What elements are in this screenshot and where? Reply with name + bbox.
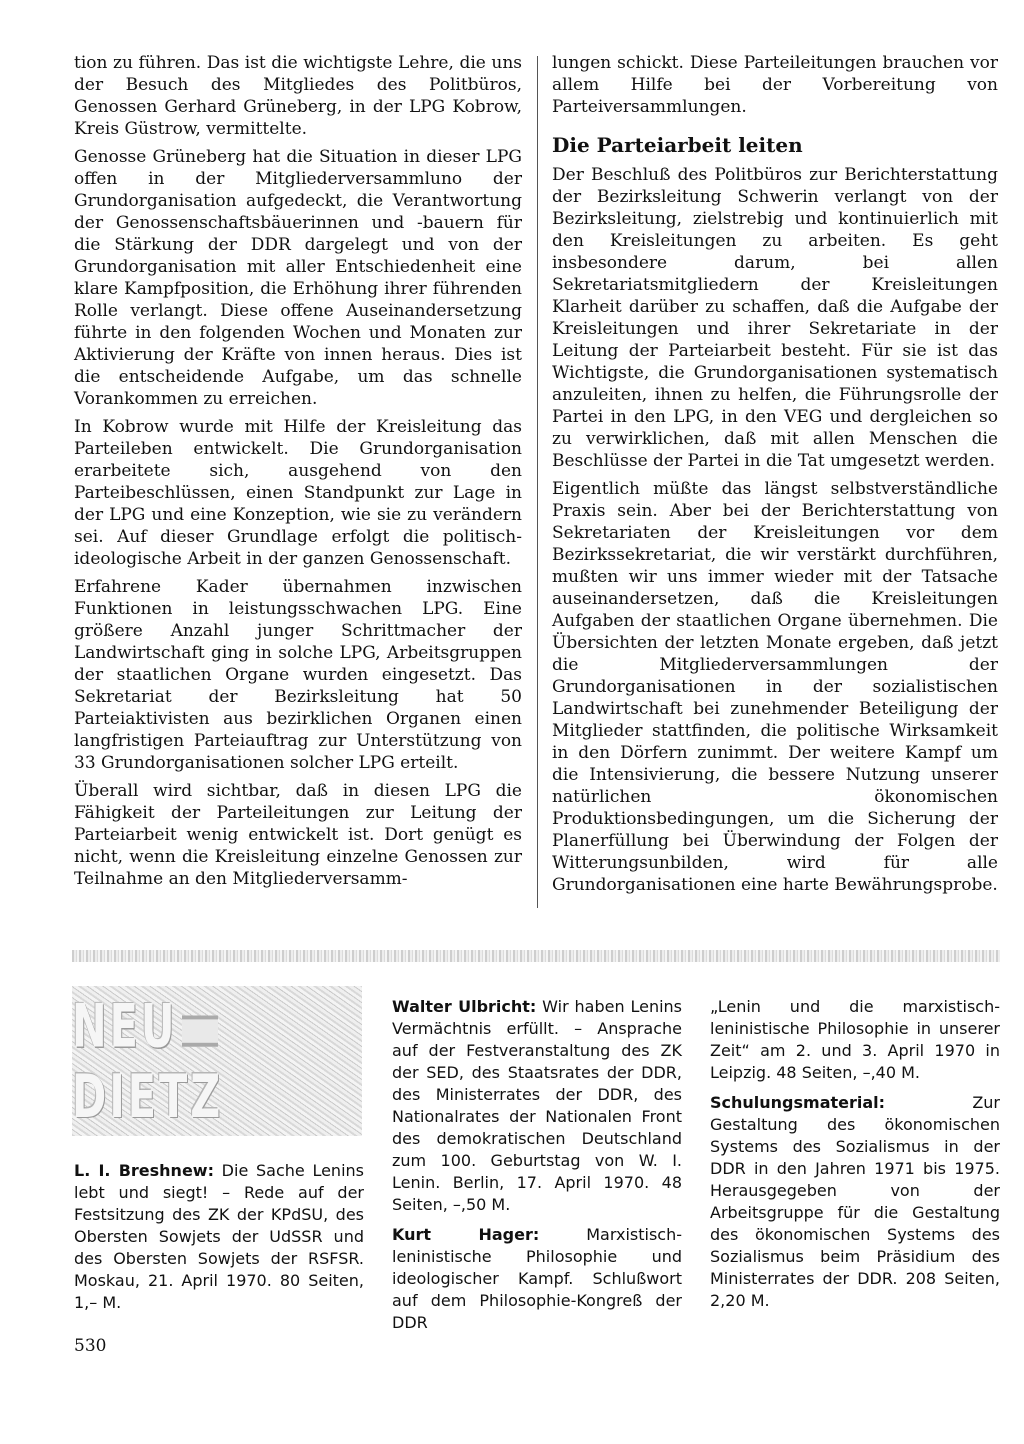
paragraph: Eigentlich müßte das längst selbstverständliche Praxis sein. Aber bei der Berichterstattung von Sekretariaten der Kreisleitungen vor dem Bezirkssekretariat, die wir verstärkt durchführen, mußten wir uns immer wieder mit der Tatsache auseinandersetzen, daß die Kreisleitungen Aufgaben der staatlichen Organe übernehmen. Die Übersichten der letzten Monate ergeben, daß jetzt die Mitgliederversammlungen der Grundorganisationen in der sozialistischen Landwirtschaft bei zunehmender Beteiligung der Mitglieder stattfinden, die politische Wirksamkeit in den Dörfern zunimmt. Der weitere Kampf um die Intensivierung, die bessere Nutzung unserer natürlichen ökonomischen Produktionsbedingungen, um die Sicherung der Planerfüllung bei Überwindung der Folgen der Witterungsunbilden, wird für alle Grundorganisationen eine harte Bewährungsprobe. [552,479,998,895]
book-entry [710,1092,1000,1312]
column-divider [537,56,538,908]
logo-text [72,991,362,1131]
logo-separator [182,1015,218,1046]
logo-word-dietz: DIETZ [72,1061,224,1132]
page-number: 530 [74,1336,107,1356]
book-description: Wir haben Lenins Vermächtnis erfüllt. – Ansprache auf der Festveranstaltung des ZK der SED, des Staatsrates der DDR, des Ministerrates der DDR, des Nationalrates der Nationalen Front des demokratischen Deutschland zum 100. Geburtstag von W. I. Lenin. Berlin, 17. April 1970. 48 Seiten, –,50 M. [392,997,683,1214]
book-description: Zur Gestaltung des ökonomischen Systems des Sozialismus in der DDR in den Jahren 1971 bis 1975. Herausgegeben von der Arbeitsgruppe für die Gestaltung des ökonomischen Systems des Sozialismus beim Präsidium des Ministerrates der DDR. 208 Seiten, 2,20 M. [710,1093,1000,1310]
book-list-right [710,996,1000,1320]
paragraph: Genosse Grüneberg hat die Situation in dieser LPG offen in der Mitgliederversammluno der Grundorganisation aufgedeckt, die Verantwortung der Genossenschaftsbäuerinnen und -bauern für die Stärkung der DDR dargelegt und von der Grundorganisation mit aller Entschiedenheit eine klare Kampfposition, die Erhöhung ihrer führenden Rolle verlangt. Diese offene Auseinandersetzung führte in den folgenden Wochen und Monaten zur Aktivierung der Kräfte von innen heraus. Dies ist die entscheidende Aufgabe, um das schnelle Vorankommen zu erreichen. [74,147,522,409]
book-entry [392,996,682,1216]
book-description: „Lenin und die marxistisch-leninistische Philosophie in unserer Zeit“ am 2. und 3. April 1970 in Leipzig. 48 Seiten, –,40 M. [710,997,1000,1082]
book-author: L. I. Breshnew: [74,1161,214,1180]
book-author: Kurt Hager: [392,1225,540,1244]
book-author: Walter Ulbricht: [392,997,537,1016]
book-list-middle [392,996,682,1342]
book-entry [392,1224,682,1334]
book-entry [74,1160,364,1314]
paragraph: Überall wird sichtbar, daß in diesen LPG die Fähigkeit der Parteileitungen zur Leitung der Parteiarbeit wenig entwickelt ist. Dort genügt es nicht, wenn die Kreisleitung einzelne Genossen zur Teilnahme an den Mitgliederversamm- [74,781,522,889]
logo-word-neu: NEU [72,990,178,1061]
right-text-column [552,52,998,902]
section-heading: Die Parteiarbeit leiten [552,133,803,157]
paragraph: In Kobrow wurde mit Hilfe der Kreisleitung das Parteileben entwickelt. Die Grundorganisation erarbeitete sich, ausgehend von den Parteibeschlüssen, einen Standpunkt zur Lage in der LPG und eine Konzeption, wie sie zu verändern sei. Auf dieser Grundlage erfolgt die politisch-ideologische Arbeit in der ganzen Genossenschaft. [74,417,522,569]
paragraph: tion zu führen. Das ist die wichtigste Lehre, die uns der Besuch des Mitgliedes des Politbüros, Genossen Gerhard Grüneberg, in der LPG Kobrow, Kreis Güstrow, vermittelte. [74,53,522,139]
book-list-left [74,1160,364,1322]
book-author: Schulungsmaterial: [710,1093,886,1112]
left-text-column [74,52,522,896]
publisher-logo [72,986,362,1136]
paragraph: Erfahrene Kader übernahmen inzwischen Funktionen in leistungsschwachen LPG. Eine größere Anzahl junger Schrittmacher der Landwirtschaft ging in solche LPG, Arbeitsgruppen der staatlichen Organe wurden eingesetzt. Das Sekretariat der Bezirksleitung hat 50 Parteiaktivisten aus bezirklichen Organen einen langfristigen Parteiauftrag zur Unterstützung von 33 Grundorganisationen solcher LPG erteilt. [74,577,522,773]
book-description: Marxistisch-leninistische Philosophie und ideologischer Kampf. Schlußwort auf dem Philosophie-Kongreß der DDR [392,1225,682,1332]
book-description: Die Sache Lenins lebt und siegt! – Rede auf der Festsitzung des ZK der KPdSU, des Obersten Sowjets der UdSSR und des Obersten Sowjets der RSFSR. Moskau, 21. April 1970. 80 Seiten, 1,– M. [74,1161,364,1312]
book-entry-continued [710,996,1000,1084]
paragraph: Der Beschluß des Politbüros zur Berichterstattung der Bezirksleitung Schwerin verlangt von der Bezirksleitung, zielstrebig und kontinuierlich mit den Kreisleitungen zu arbeiten. Es geht insbesondere darum, bei allen Sekretariatsmitgliedern der Kreisleitungen Klarheit darüber zu schaffen, daß die Aufgabe der Kreisleitungen und ihrer Sekretariate in der Leitung der Parteiarbeit besteht. Für sie ist das Wichtigste, die Grundorganisationen systematisch anzuleiten, ihnen zu helfen, die Führungsrolle der Partei in den LPG, in den VEG und dergleichen so zu verwirklichen, daß mit allen Menschen die Beschlüsse der Partei in die Tat umgesetzt werden. [552,165,998,471]
section-divider [72,950,1000,962]
paragraph: lungen schickt. Diese Parteileitungen brauchen vor allem Hilfe bei der Vorbereitung von Parteiversammlungen. [552,53,998,117]
